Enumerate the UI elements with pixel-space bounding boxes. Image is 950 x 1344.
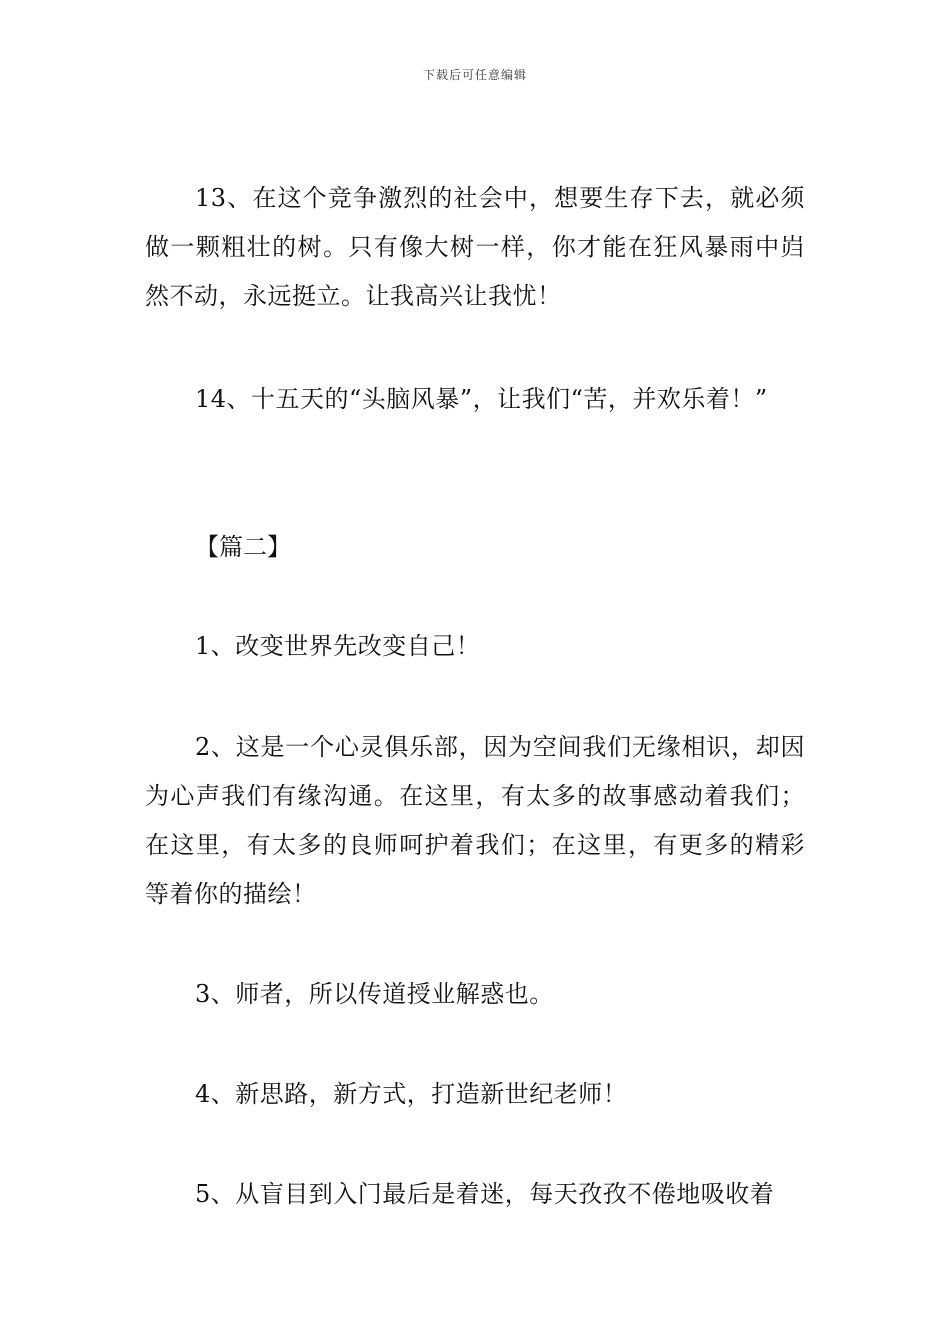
section2-paragraph-4: 4、新思路，新方式，打造新世纪老师！: [195, 1080, 628, 1108]
paragraph-14: 14、十五天的“头脑风暴”，让我们“苦，并欢乐着！”: [195, 385, 768, 413]
section-heading-2: 【篇二】: [195, 533, 291, 561]
header-note: 下载后可任意编辑: [422, 68, 527, 82]
section2-paragraph-5: 5、从盲目到入门最后是着迷，每天孜孜不倦地吸收着: [195, 1180, 775, 1208]
paragraph-13: 13、在这个竞争激烈的社会中，想要生存下去，就必须做一颗粗壮的树。只有像大树一样，你才能在狂风暴雨中岿然不动，永远挺立。让我高兴让我忧！: [145, 184, 805, 310]
section2-paragraph-2: 2、这是一个心灵俱乐部，因为空间我们无缘相识，却因为心声我们有缘沟通。在这里，有太多的故事感动着我们；在这里，有太多的良师呵护着我们；在这里，有更多的精彩等着你的描绘！: [145, 733, 805, 908]
section2-paragraph-1: 1、改变世界先改变自己！: [195, 632, 481, 660]
section2-paragraph-3: 3、师者，所以传道授业解惑也。: [195, 980, 554, 1008]
